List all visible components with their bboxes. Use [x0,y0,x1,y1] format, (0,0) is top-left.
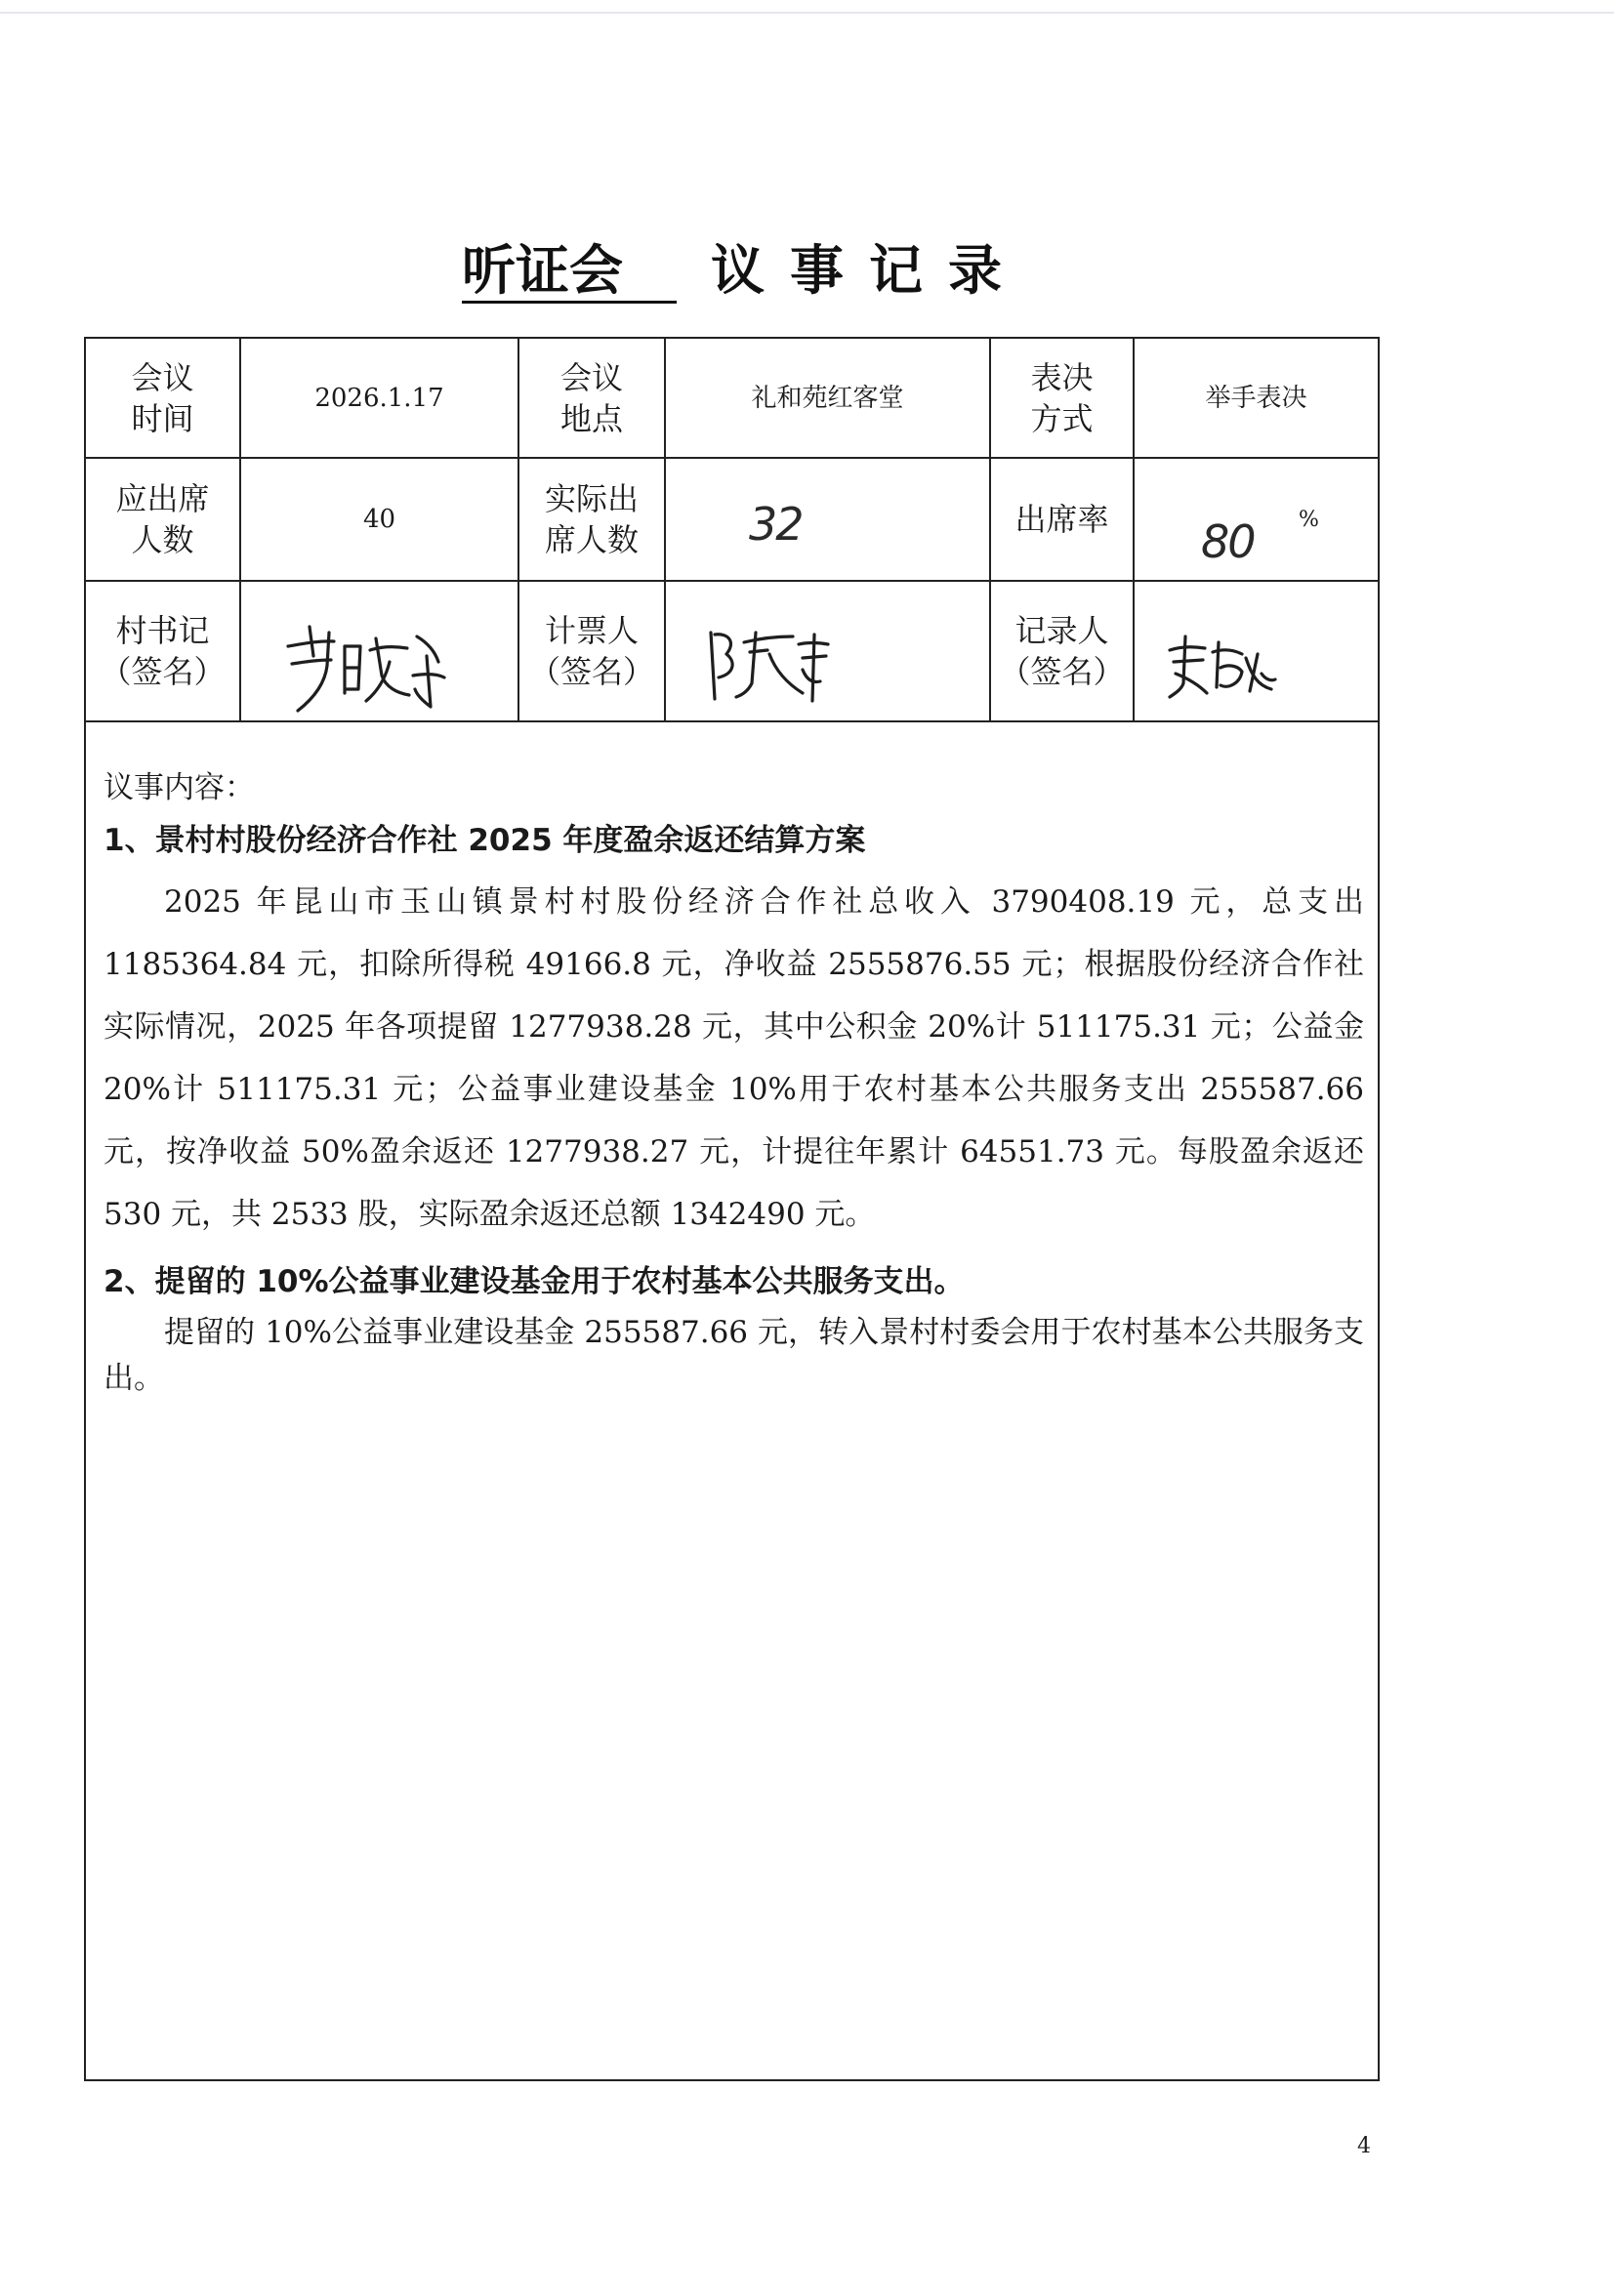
recorder-signature-label: 记录人 （签名） [999,612,1125,690]
agenda-item-2-body: 提留的 10%公益事业建设基金 255587.66 元，转入景村村委会用于农村基本公共服务支出。 [103,1315,1364,1396]
table-row-attendance [85,458,1379,581]
agenda-item-1-title: 1、景村村股份经济合作社 2025 年度盈余返还结算方案 [103,823,866,858]
meeting-time-cell [240,338,518,458]
actual-attendance-label: 实际出 席人数 [544,480,639,558]
recorder-handwritten-signature [1164,629,1279,707]
title-record-label: 议事记录 [711,238,1028,302]
actual-attendance-handwritten-value: 32 [749,498,803,551]
table-row-signatures [85,581,1379,721]
meeting-place-label-cell [518,338,665,458]
actual-attendance-cell [665,458,990,581]
attendance-rate-unit: % [1299,508,1319,532]
table-row-content [85,721,1379,2080]
scan-edge-line [0,12,1614,14]
meeting-place-value: 礼和苑红客堂 [751,383,904,413]
content-heading: 议事内容： [103,770,255,805]
meeting-time-value: 2026.1.17 [314,383,444,413]
meeting-place-cell [665,338,990,458]
expected-attendance-label: 应出席 人数 [115,480,210,558]
attendance-rate-label-cell [990,458,1134,581]
vote-method-cell [1134,338,1379,458]
teller-signature-label: 计票人 （签名） [528,612,654,690]
secretary-handwritten-signature [280,617,448,717]
actual-attendance-label-cell [518,458,665,581]
recorder-signature-cell [1134,581,1379,721]
expected-attendance-value: 40 [362,505,396,534]
meeting-time-label: 会议 时间 [131,358,194,437]
secretary-label-cell [85,581,240,721]
agenda-item-1-body: 2025 年昆山市玉山镇景村村股份经济合作社总收入 3790408.19 元，总支出 1185364.84 元，扣除所得税 49166.8 元，净收益 2555876.55 元；根据股份经济合作社实际情况，2025 年各项提留 1277938.28 元，其中公积金 20%计 511175.31 元；公益金 20%计 511175.31 元；公益事业建设基金 10%用于农村基本公共服务支出 255587.66 元，按净收益 50%盈余返还 1277938.27 元，计提往年累计 64551.73 元。每股盈余返还 530 元，共 2533 股，实际盈余返还总额 1342490 元。 [103,884,1364,1232]
document-title [462,240,1027,304]
recorder-label-cell [990,581,1134,721]
secretary-signature-label: 村书记 （签名） [100,612,226,690]
vote-method-label-cell [990,338,1134,458]
expected-attendance-cell [240,458,518,581]
meeting-content-cell [85,721,1379,2080]
page-number: 4 [1357,2134,1371,2158]
teller-handwritten-signature [705,625,834,705]
attendance-rate-cell [1134,458,1379,581]
title-meeting-type: 听证会 [462,240,677,304]
meeting-content [86,722,1378,1402]
teller-label-cell [518,581,665,721]
vote-method-label: 表决 方式 [1030,358,1094,437]
attendance-rate-handwritten-value: 80 [1201,515,1255,568]
teller-signature-cell [665,581,990,721]
meeting-place-label: 会议 地点 [559,358,623,437]
attendance-rate-label: 出席率 [1014,501,1109,538]
meeting-info-table [84,337,1380,2081]
expected-attendance-label-cell [85,458,240,581]
table-row-time-place [85,338,1379,458]
meeting-time-label-cell [85,338,240,458]
secretary-signature-cell [240,581,518,721]
agenda-item-2-title: 2、提留的 10%公益事业建设基金用于农村基本公共服务支出。 [103,1264,965,1299]
vote-method-value: 举手表决 [1205,383,1307,413]
